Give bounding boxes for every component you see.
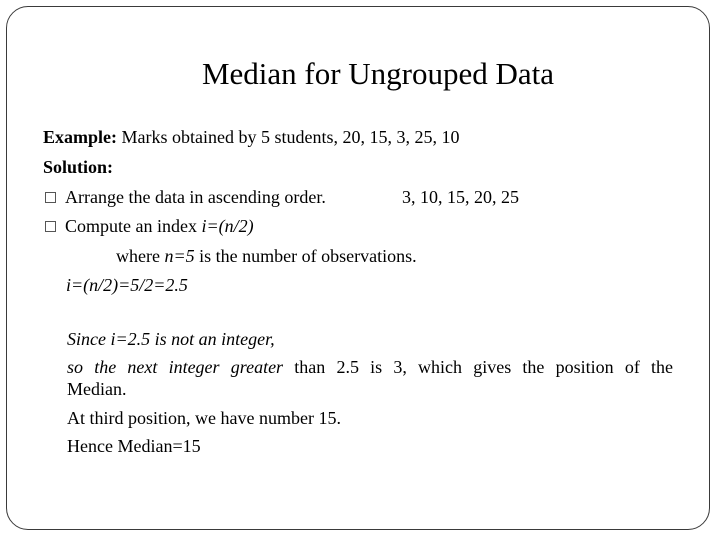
sorted-data: 3, 10, 15, 20, 25 bbox=[402, 187, 519, 207]
checkbox-bullet-icon bbox=[45, 221, 56, 232]
bullet-item-index bbox=[45, 215, 254, 237]
conclusion-line: Hence Median=15 bbox=[67, 436, 201, 456]
bullet-arrange-text: Arrange the data in ascending order. bbox=[65, 187, 326, 207]
median-continuation: Median. bbox=[67, 379, 127, 399]
next-integer-line bbox=[67, 356, 673, 378]
since-line: Since i=2.5 is not an integer, bbox=[67, 329, 275, 349]
solution-label: Solution: bbox=[43, 157, 114, 177]
index-calculation: i=(n/2)=5/2=2.5 bbox=[66, 275, 188, 295]
example-label: Example: bbox=[43, 127, 117, 147]
index-formula: i=(n/2) bbox=[201, 216, 254, 236]
third-position-line: At third position, we have number 15. bbox=[67, 408, 341, 428]
slide-title: Median for Ungrouped Data bbox=[201, 56, 555, 91]
example-line bbox=[43, 126, 459, 148]
bullet-index-text: Compute an index bbox=[65, 216, 202, 236]
checkbox-bullet-icon bbox=[45, 192, 56, 203]
where-var: n=5 bbox=[164, 246, 195, 266]
next-integer-italic: so the next integer greater bbox=[67, 357, 284, 377]
example-text: Marks obtained by 5 students, 20, 15, 3, 25, 10 bbox=[117, 127, 460, 147]
where-suffix: is the number of observations. bbox=[194, 246, 417, 266]
next-integer-rest: than 2.5 is 3, which gives the position of the bbox=[283, 357, 674, 377]
bullet-item-arrange bbox=[45, 186, 326, 208]
where-prefix: where bbox=[116, 246, 165, 266]
where-line bbox=[116, 245, 417, 267]
